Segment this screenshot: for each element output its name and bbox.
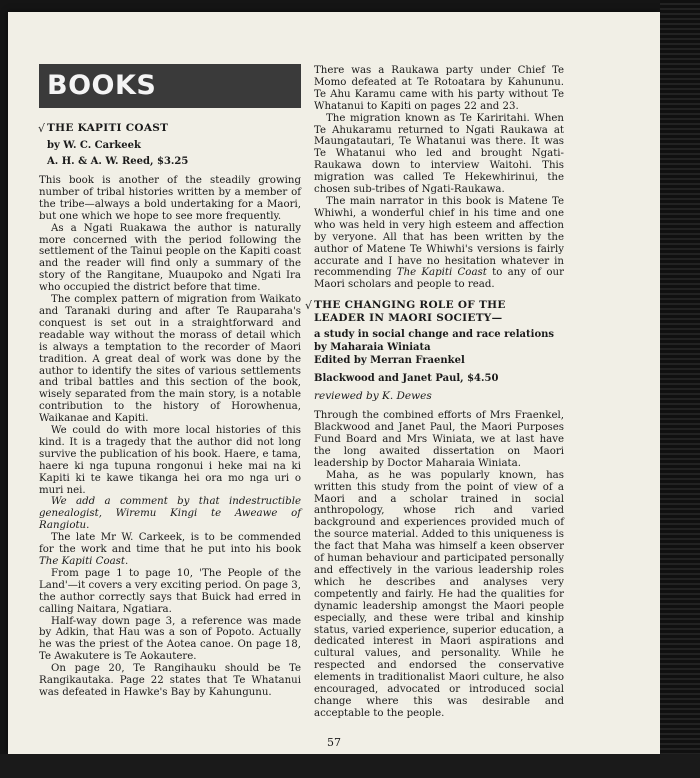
review2-reviewer: reviewed by K. Dewes <box>314 390 432 403</box>
review1-para: We could do with more local histories of this kind. It is a tragedy that the author did not long survive the publication of his book. Haere, e tama, haere ki nga tupuna rongonui i heke mai na ki Kapiti ki te kawe tikanga hei ora mo nga uri o muri nei. <box>39 425 301 496</box>
book-title-ref: The Kapiti Coast. <box>39 556 129 567</box>
right-column <box>305 65 564 720</box>
text-run: The late Mr W. Carkeek, is to be commended for the work and time that he put into his book <box>39 532 301 556</box>
scan-edge-bottom <box>0 754 700 778</box>
review1-para: As a Ngati Ruakawa the author is naturally more concerned with the period following the settlement of the Tainui people on the Kapiti coast and the reader will find only a summary of the story of the Rangitane, Muaupoko and Ngati Ira who occupied the district before that time. <box>39 222 301 294</box>
review2-para: Maha, as he was popularly known, has written this study from the point of view of a Maori and a scholar trained in social anthropology, whose rich and varied background and experiences provided much of the source material. Added to this uniqueness is the fact that Maha was himself a keen observer of human behaviour and participated personally and effectively in the various leadership roles which he describes and analyses very competently and fairly. He had the qualities for dynamic leadership amongst the Maori people especially, and these were tribal and kinship status, varied experience, superior education, a dedicated interest in Maori aspirations and cultural values, and personality. While he respected and endorsed the conservative elements in traditionalist Maori culture, he also encouraged, advocated or introduced social change where this was desirable and acceptable to the people. <box>314 469 564 719</box>
book-page <box>8 12 660 754</box>
book-title-ref: The Kapiti Coast <box>396 267 487 279</box>
review1-para <box>314 196 564 291</box>
text-run: to any of our Maori scholars and people to read. <box>314 267 564 291</box>
review1-para <box>39 532 301 568</box>
review1-para: From page 1 to page 10, 'The People of the Land'—it covers a very exciting period. On page 3, the author correctly says that Buick had erred in calling Naitara, Ngatiara. <box>39 567 301 615</box>
left-column <box>39 64 301 699</box>
review2-title-line: LEADER IN MAORI SOCIETY— <box>314 312 503 325</box>
review2-title-line: THE CHANGING ROLE OF THE <box>314 299 506 312</box>
review1-para: The migration known as Te Kariritahi. When Te Ahukaramu returned to Ngati Raukawa at Maungatautari, Te Whatanui was there. It was Te Whatanui who led and brought Ngati-Raukawa down to interview Waitohi. This migration was called Te Hekewhirinui, the chosen sub-tribes of Ngati-Raukawa. <box>314 112 564 196</box>
review1-para-italic: We add a comment by that indestructible genealogist, Wiremu Kingi te Aweawe of Rangiotu. <box>39 496 301 532</box>
review2-publisher: Blackwood and Janet Paul, $4.50 <box>314 373 499 385</box>
review2-title <box>305 299 564 325</box>
review2-editor: Edited by Merran Fraenkel <box>314 355 465 367</box>
tick-mark: √ <box>305 299 313 313</box>
section-banner: BOOKS <box>39 64 301 108</box>
review1-publisher: A. H. & A. W. Reed, $3.25 <box>47 156 189 167</box>
review1-para: On page 20, Te Rangihauku should be Te Rangikautaka. Page 22 states that Te Whatanui was defeated in Hawke's Bay by Kahungunu. <box>39 663 301 698</box>
review1-para: Half-way down page 3, a reference was made by Adkin, that Hau was a son of Popoto. Actually he was the priest of the Aotea canoe. On page 18, Te Awakutere is Te Aokautere. <box>39 615 301 663</box>
review2-author: by Maharaia Winiata <box>314 342 431 354</box>
scan-edge <box>660 0 700 778</box>
review1-para: This book is another of the steadily growing number of tribal histories written by a member of the tribe—always a bold undertaking for a Maori, but one which we hope to see more frequently. <box>39 175 301 222</box>
review1-title-text: THE KAPITI COAST <box>47 122 169 134</box>
text-run: The main narrator in this book is Matene Te Whiwhi, a wonderful chief in his time and one who was held in very high esteem and affection by veryone. All that has been written by the author of Matene Te Whiwhi's versions is fairly accurate and I have no hesitation whatever in recommending <box>314 195 564 279</box>
review2-subtitle: a study in social change and race relations <box>314 329 555 341</box>
page-number: 57 <box>327 736 341 749</box>
review1-para: There was a Raukawa party under Chief Te Momo defeated at Te Rotoatara by Kahununu. Te Ahu Karamu came with his party without Te Whatanui to Kapiti on pages 22 and 23. <box>314 65 564 112</box>
review1-author: by W. C. Carkeek <box>47 140 141 151</box>
review2-para: Through the combined efforts of Mrs Fraenkel, Blackwood and Janet Paul, the Maori Purposes Fund Board and Mrs Winiata, we at last have the long awaited dissertation on Maori leadership by Doctor Maharaia Winiata. <box>314 410 564 469</box>
tick-mark: √ <box>38 122 46 135</box>
review1-title <box>38 122 301 135</box>
review1-para: The complex pattern of migration from Waikato and Taranaki during and after Te Rauparaha's conquest is set out in a straightforward and readable way without the morass of detail which is always a temptation to the recorder of Maori tradition. A great deal of work was done by the author to identify the sites of various settlements and tribal battles and this section of the book, wisely separated from the main story, is a notable contribution to the history of Horowhenua, Waikanae and Kapiti. <box>39 294 301 425</box>
